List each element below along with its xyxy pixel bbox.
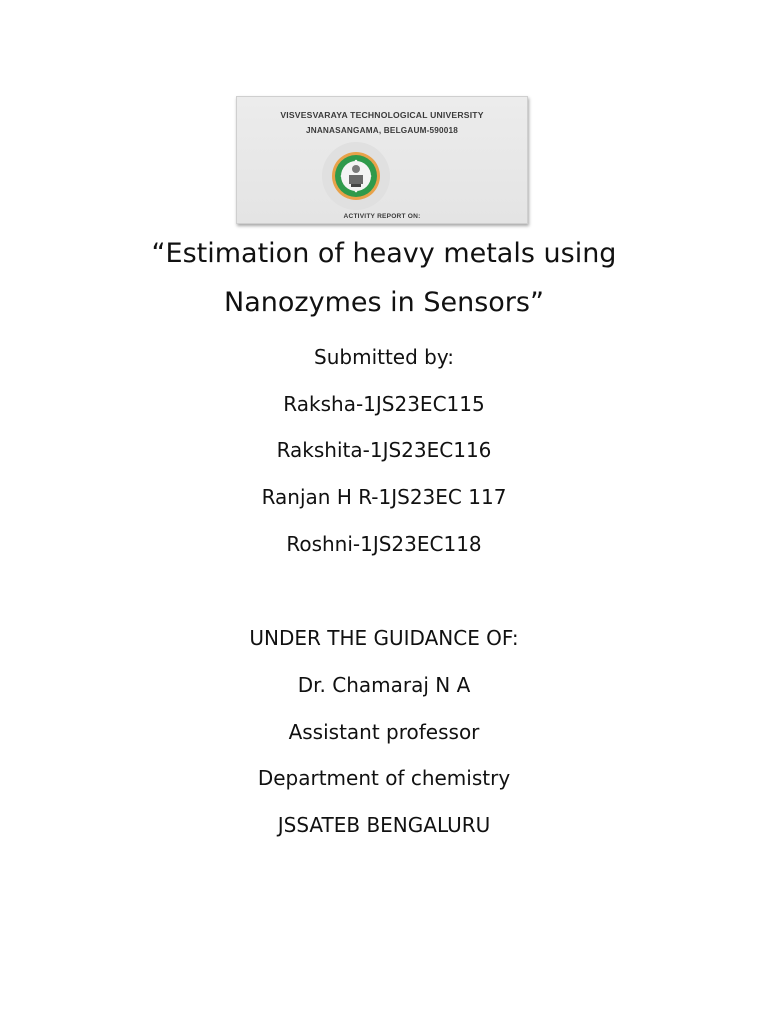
university-address: JNANASANGAMA, BELGAUM-590018	[305, 126, 459, 135]
university-letterhead-image	[236, 96, 528, 224]
university-name: VISVESVARAYA TECHNOLOGICAL UNIVERSITY	[280, 110, 484, 120]
submitted-by-label: Submitted by:	[314, 345, 454, 369]
activity-report-label: ACTIVITY REPORT ON:	[343, 213, 421, 220]
report-title-line-1: “Estimation of heavy metals using	[151, 238, 617, 269]
university-seal-icon	[321, 141, 391, 211]
guide-institution: JSSATEB BENGALURU	[277, 813, 491, 837]
guide-name: Dr. Chamaraj N A	[297, 673, 471, 697]
report-title-line-2: Nanozymes in Sensors”	[224, 287, 544, 318]
student-entry: Rakshita-1JS23EC116	[276, 438, 492, 462]
guidance-label: UNDER THE GUIDANCE OF:	[249, 626, 519, 650]
student-entry: Roshni-1JS23EC118	[286, 532, 482, 556]
student-entry: Raksha-1JS23EC115	[283, 392, 485, 416]
guide-designation: Assistant professor	[288, 720, 480, 744]
student-entry: Ranjan H R-1JS23EC 117	[261, 485, 507, 509]
guide-department: Department of chemistry	[257, 766, 511, 790]
